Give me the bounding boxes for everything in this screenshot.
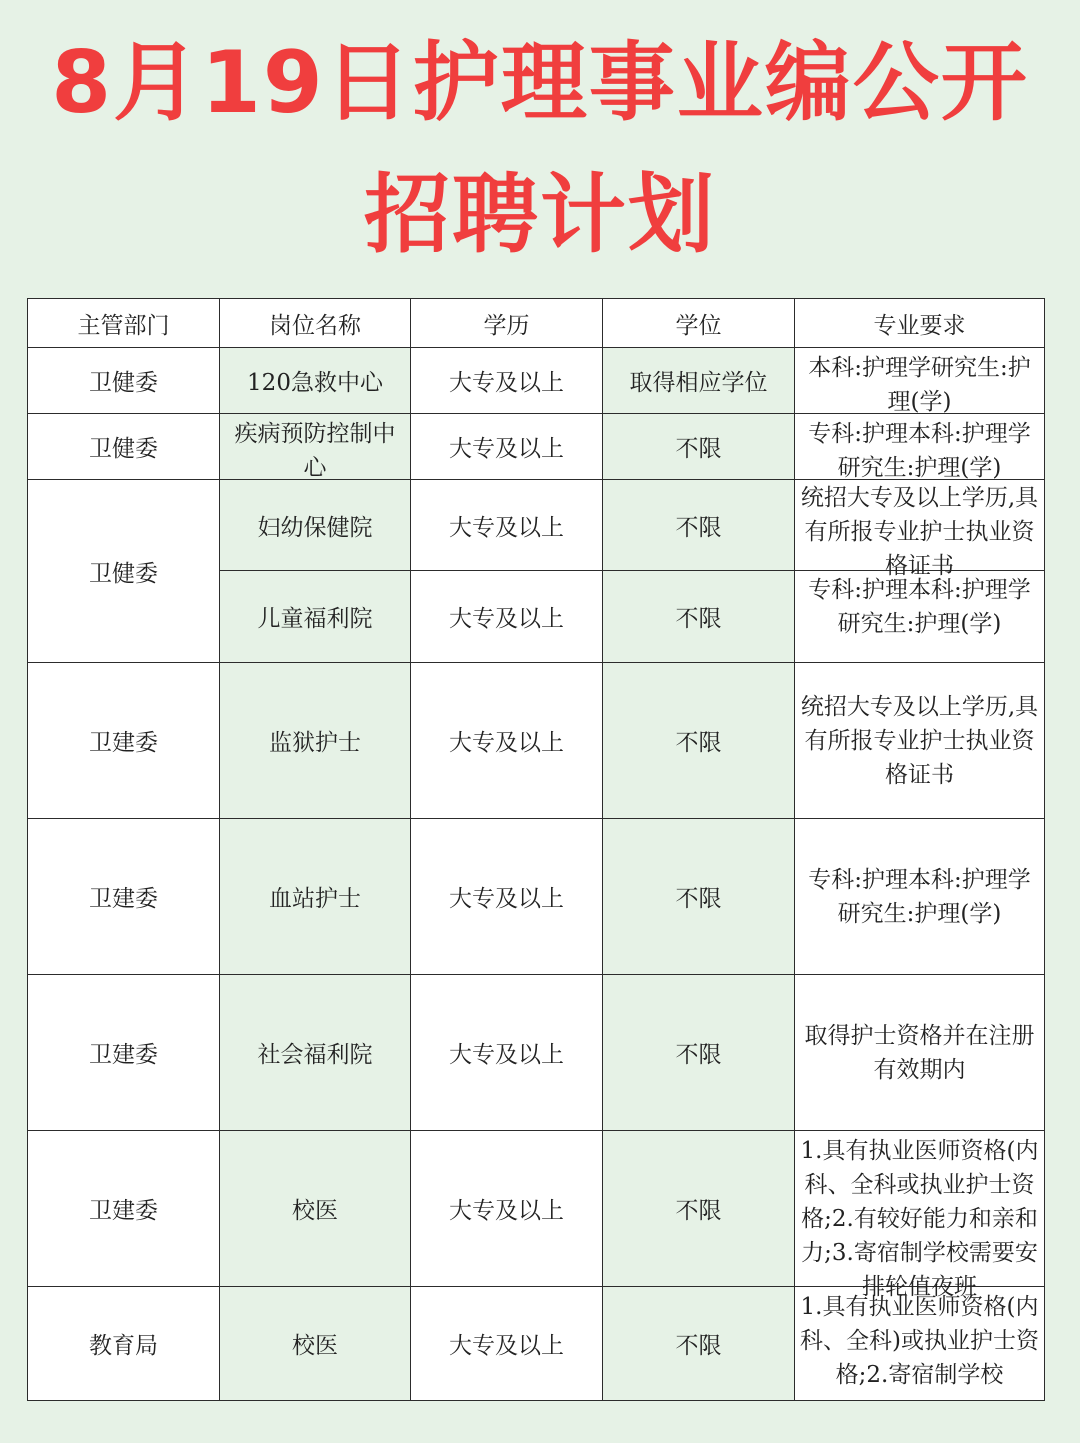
header-post: 岗位名称	[220, 299, 411, 348]
cell-degree: 不限	[603, 975, 795, 1131]
cell-major: 专科:护理本科:护理学研究生:护理(学)	[795, 571, 1045, 663]
cell-degree: 不限	[603, 414, 795, 480]
cell-degree: 不限	[603, 571, 795, 663]
cell-dept: 卫健委	[28, 480, 220, 663]
cell-post: 儿童福利院	[220, 571, 411, 663]
cell-education: 大专及以上	[411, 480, 603, 571]
cell-major: 统招大专及以上学历,具有所报专业护士执业资格证书	[795, 663, 1045, 819]
cell-education: 大专及以上	[411, 975, 603, 1131]
page-title-line-1: 8月19日护理事业编公开	[51, 33, 1029, 133]
cell-dept: 卫建委	[28, 1131, 220, 1287]
table-row	[28, 1131, 1045, 1287]
cell-post: 妇幼保健院	[220, 480, 411, 571]
cell-post: 血站护士	[220, 819, 411, 975]
cell-education: 大专及以上	[411, 663, 603, 819]
cell-education: 大专及以上	[411, 571, 603, 663]
cell-dept: 卫建委	[28, 819, 220, 975]
cell-major: 1.具有执业医师资格(内科、全科或执业护士资格;2.有较好能力和亲和力;3.寄宿制学校需要安排轮值夜班	[795, 1131, 1045, 1287]
recruitment-table	[27, 298, 1045, 1401]
table-row	[28, 348, 1045, 414]
cell-major: 专科:护理本科:护理学研究生:护理(学)	[795, 819, 1045, 975]
cell-post: 校医	[220, 1131, 411, 1287]
header-dept: 主管部门	[28, 299, 220, 348]
cell-major: 1.具有执业医师资格(内科、全科)或执业护士资格;2.寄宿制学校	[795, 1287, 1045, 1401]
header-major: 专业要求	[795, 299, 1045, 348]
cell-post: 120急救中心	[220, 348, 411, 414]
table-row	[28, 819, 1045, 975]
cell-dept: 教育局	[28, 1287, 220, 1401]
cell-dept: 卫健委	[28, 414, 220, 480]
cell-post: 校医	[220, 1287, 411, 1401]
table-row	[28, 414, 1045, 480]
cell-degree: 取得相应学位	[603, 348, 795, 414]
cell-major: 统招大专及以上学历,具有所报专业护士执业资格证书	[795, 480, 1045, 571]
cell-education: 大专及以上	[411, 348, 603, 414]
cell-dept: 卫建委	[28, 663, 220, 819]
cell-degree: 不限	[603, 663, 795, 819]
cell-major: 取得护士资格并在注册有效期内	[795, 975, 1045, 1131]
cell-major: 本科:护理学研究生:护理(学)	[795, 348, 1045, 414]
table-row	[28, 1287, 1045, 1401]
header-education: 学历	[411, 299, 603, 348]
table-row	[28, 480, 1045, 571]
cell-degree: 不限	[603, 819, 795, 975]
cell-post: 社会福利院	[220, 975, 411, 1131]
header-degree: 学位	[603, 299, 795, 348]
cell-degree: 不限	[603, 1131, 795, 1287]
table-header-row	[28, 299, 1045, 348]
cell-education: 大专及以上	[411, 1131, 603, 1287]
table-row	[28, 663, 1045, 819]
cell-degree: 不限	[603, 480, 795, 571]
cell-education: 大专及以上	[411, 1287, 603, 1401]
cell-dept: 卫健委	[28, 348, 220, 414]
cell-education: 大专及以上	[411, 414, 603, 480]
table-row	[28, 975, 1045, 1131]
cell-education: 大专及以上	[411, 819, 603, 975]
cell-post: 疾病预防控制中心	[220, 414, 411, 480]
cell-post: 监狱护士	[220, 663, 411, 819]
cell-degree: 不限	[603, 1287, 795, 1401]
cell-major: 专科:护理本科:护理学研究生:护理(学)	[795, 414, 1045, 480]
page-title-line-2: 招聘计划	[364, 165, 716, 265]
cell-dept: 卫建委	[28, 975, 220, 1131]
